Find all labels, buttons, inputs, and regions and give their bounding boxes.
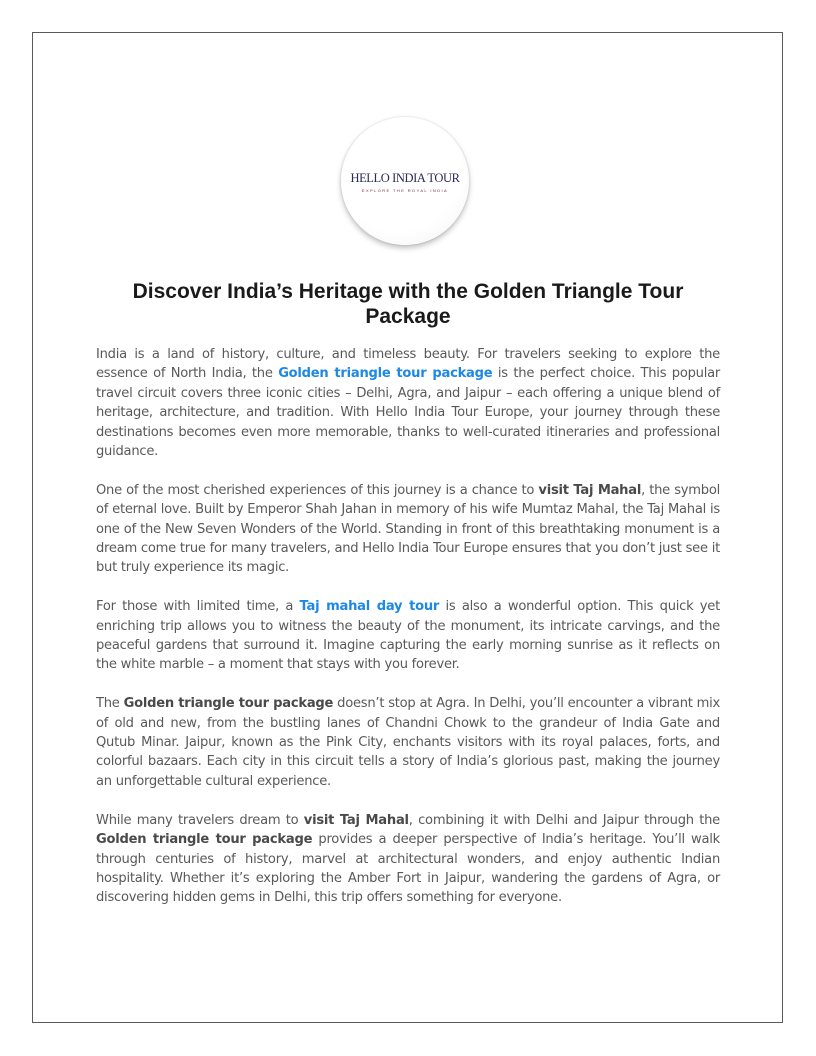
paragraph	[96, 481, 720, 578]
text-run: , the symbol of eternal love. Built by Emperor Shah Jahan in memory of his wife Mumtaz Mahal, the Taj Mahal is one of the New Seven Wonders of the World. Standing in front of this breathtaking monument is a dream come true for many travelers, and Hello India Tour Europe ensures that you don’t just see it but truly experience its magic.	[96, 482, 720, 576]
paragraph	[96, 345, 720, 461]
bold-keyword: visit Taj Mahal	[303, 812, 409, 828]
document-body	[96, 345, 720, 908]
paragraph	[96, 597, 720, 675]
hello-india-tour-logo	[341, 117, 469, 245]
text-run: doesn’t stop at Agra. In Delhi, you’ll encounter a vibrant mix of old and new, from the bustling lanes of Chandni Chowk to the grandeur of India Gate and Qutub Minar. Jaipur, known as the Pink City, enchants visitors with its royal palaces, forts, and colorful bazaars. Each city in this circuit tells a story of India’s glorious past, making the journey an unforgettable cultural experience.	[96, 696, 721, 789]
hyperlink[interactable]: Taj mahal day tour	[299, 599, 440, 615]
text-run: is the perfect choice. This popular travel circuit covers three iconic cities – Delhi, Agra, and Jaipur – each offering a unique blend of heritage, architecture, and tradition. With Hello India Tour Europe, your journey through these destinations becomes even more memorable, thanks to well-curated itineraries and professional guidance.	[96, 366, 721, 460]
bold-keyword: Golden triangle tour package	[123, 696, 334, 712]
document-content	[96, 279, 720, 927]
paragraph	[96, 694, 720, 791]
text-run: is also a wonderful option. This quick yet enriching trip allows you to witness the beauty of the monument, its intricate carvings, and the peaceful gardens that surround it. Imagine capturing the early morning sunrise as it reflects on the white marble – a moment that stays with you forever.	[96, 599, 720, 673]
text-run: While many travelers dream to	[96, 812, 304, 828]
text-run: One of the most cherished experiences of this journey is a chance to	[96, 482, 539, 498]
paragraph	[96, 811, 720, 908]
bold-keyword: Golden triangle tour package	[96, 832, 313, 848]
text-run: provides a deeper perspective of India’s heritage. You’ll walk through centuries of history, marvel at architectural wonders, and enjoy authentic Indian hospitality. Whether it’s exploring the Amber Fort in Jaipur, wandering the gardens of Agra, or discovering hidden gems in Delhi, this trip offers something for everyone.	[96, 832, 721, 906]
hyperlink[interactable]: Golden triangle tour package	[278, 366, 493, 382]
logo-name: HELLO INDIA TOUR	[350, 171, 460, 185]
text-run: The	[96, 696, 124, 712]
text-run: , combining it with Delhi and Jaipur through the	[408, 812, 720, 828]
logo-tagline: EXPLORE THE ROYAL INDIA	[361, 188, 449, 193]
text-run: India is a land of history, culture, and timeless beauty. For travelers seeking to explore the essence of North India, the	[96, 347, 720, 382]
document-title: Discover India’s Heritage with the Golden Triangle Tour Package	[132, 280, 684, 328]
bold-keyword: visit Taj Mahal	[538, 482, 642, 498]
text-run: For those with limited time, a	[96, 599, 300, 615]
